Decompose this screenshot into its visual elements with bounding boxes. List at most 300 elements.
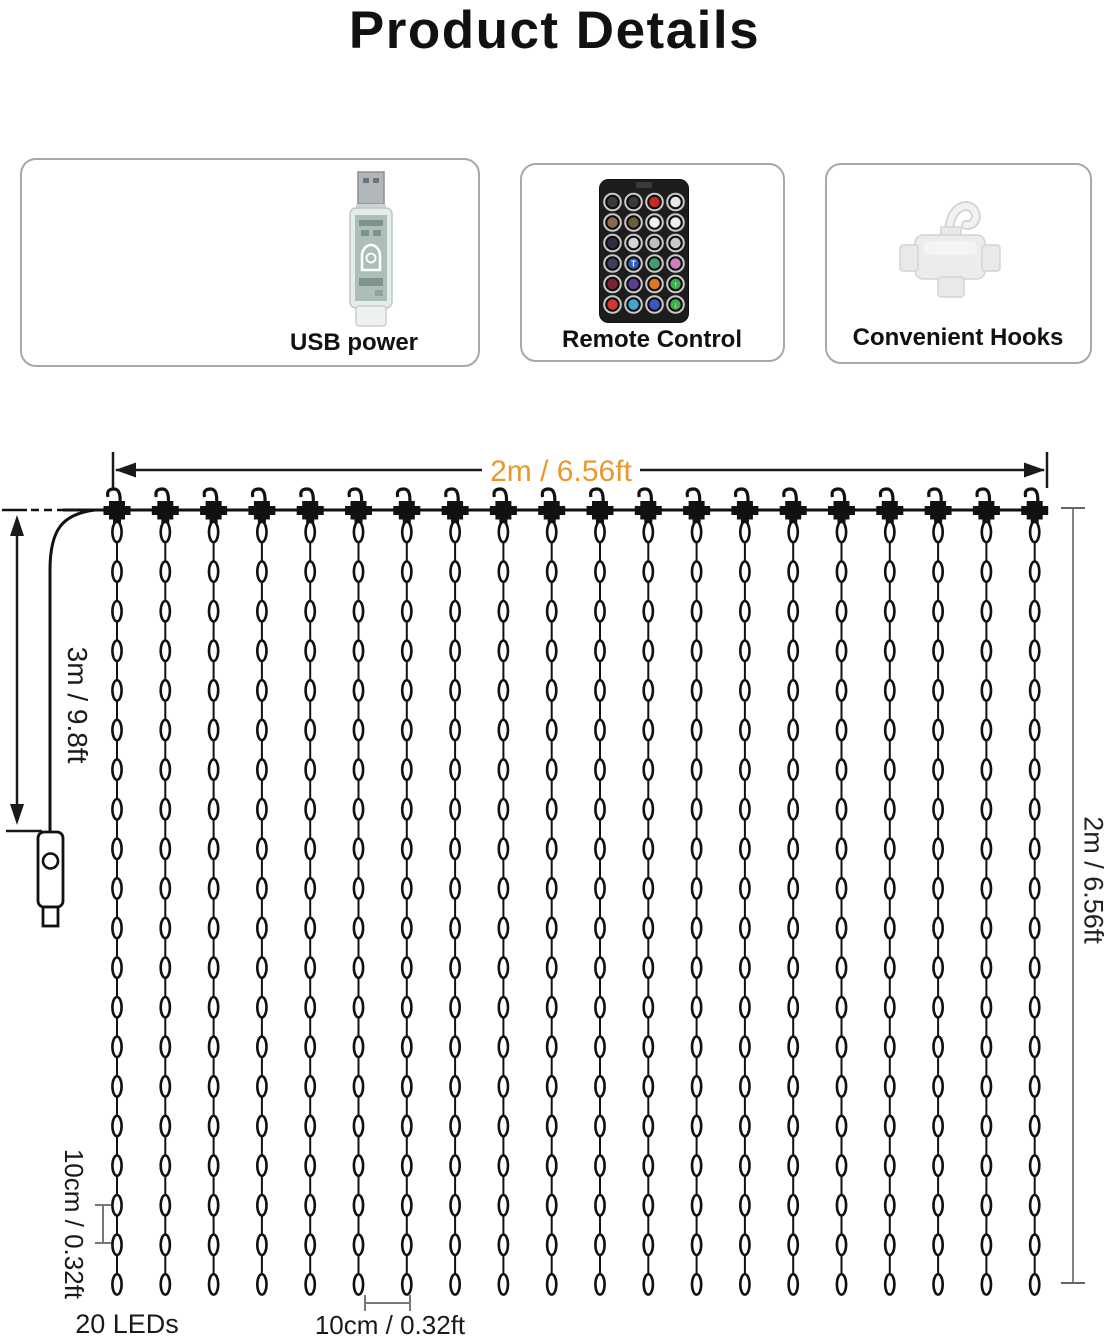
led-bead <box>982 759 991 779</box>
led-bead <box>112 799 121 819</box>
light-strands <box>104 489 1049 1295</box>
led-bead <box>547 1195 556 1215</box>
led-bead <box>885 1195 894 1215</box>
rail-clip <box>206 501 222 520</box>
led-bead <box>740 680 749 700</box>
led-bead <box>740 601 749 621</box>
led-bead <box>354 1195 363 1215</box>
led-bead <box>306 1116 315 1136</box>
led-bead <box>547 1037 556 1057</box>
led-bead <box>209 720 218 740</box>
led-bead <box>112 1037 121 1057</box>
led-bead <box>499 1037 508 1057</box>
led-bead <box>740 1037 749 1057</box>
led-bead <box>934 759 943 779</box>
led-bead <box>209 1235 218 1255</box>
led-bead <box>257 839 266 859</box>
led-bead <box>547 997 556 1017</box>
led-bead <box>257 997 266 1017</box>
led-bead <box>354 522 363 542</box>
led-bead <box>885 680 894 700</box>
led-bead <box>451 641 460 661</box>
light-strand <box>1021 489 1048 1295</box>
hook-icon <box>885 187 1015 307</box>
led-bead <box>982 839 991 859</box>
light-strand <box>104 489 131 1295</box>
led-bead <box>547 720 556 740</box>
led-bead <box>451 1037 460 1057</box>
led-bead <box>934 1274 943 1294</box>
led-bead <box>112 522 121 542</box>
hanger-hook-icon <box>639 489 652 503</box>
led-bead <box>112 641 121 661</box>
led-bead <box>595 759 604 779</box>
led-spacing-label: 10cm / 0.32ft <box>58 1148 89 1300</box>
led-bead <box>1030 1076 1039 1096</box>
led-bead <box>595 522 604 542</box>
rail-clip <box>351 501 367 520</box>
led-bead <box>644 680 653 700</box>
controller-button <box>43 854 58 869</box>
led-bead <box>112 957 121 977</box>
led-bead <box>982 680 991 700</box>
led-bead <box>740 641 749 661</box>
rail-clip <box>254 501 270 520</box>
led-bead <box>982 1235 991 1255</box>
light-strand <box>442 489 469 1295</box>
led-bead <box>692 1116 701 1136</box>
led-bead <box>306 1155 315 1175</box>
led-bead <box>789 601 798 621</box>
rail-clip <box>447 501 463 520</box>
rail-clip <box>930 501 946 520</box>
led-bead <box>547 601 556 621</box>
led-bead <box>112 1195 121 1215</box>
led-bead <box>257 1274 266 1294</box>
hanger-hook-icon <box>977 489 990 503</box>
led-bead <box>209 1076 218 1096</box>
led-bead <box>595 839 604 859</box>
remote-button-glyph-icon: ↓ <box>673 300 678 310</box>
led-bead <box>354 680 363 700</box>
led-bead <box>837 839 846 859</box>
led-bead <box>499 1116 508 1136</box>
remote-button-face <box>607 197 617 207</box>
led-bead <box>837 1195 846 1215</box>
led-bead <box>257 759 266 779</box>
hanger-hook-icon <box>542 489 555 503</box>
led-bead <box>161 680 170 700</box>
led-bead <box>306 799 315 819</box>
led-bead <box>451 839 460 859</box>
light-strand <box>973 489 1000 1295</box>
led-bead <box>644 1076 653 1096</box>
light-strand <box>345 489 372 1295</box>
led-bead <box>692 1037 701 1057</box>
led-bead <box>402 601 411 621</box>
led-bead <box>595 878 604 898</box>
remote-button-glyph-icon: T <box>631 259 636 269</box>
led-bead <box>885 1155 894 1175</box>
led-bead <box>499 561 508 581</box>
led-bead <box>885 720 894 740</box>
led-bead <box>644 1037 653 1057</box>
led-bead <box>499 799 508 819</box>
led-bead <box>354 1037 363 1057</box>
led-bead <box>402 799 411 819</box>
led-bead <box>161 918 170 938</box>
led-bead <box>306 1274 315 1294</box>
led-bead <box>209 1037 218 1057</box>
led-bead <box>354 759 363 779</box>
led-bead <box>837 997 846 1017</box>
light-strand <box>587 489 614 1295</box>
led-bead <box>692 1076 701 1096</box>
led-bead <box>595 918 604 938</box>
led-bead <box>982 918 991 938</box>
led-bead <box>982 561 991 581</box>
led-bead <box>161 522 170 542</box>
hanger-hook-icon <box>349 489 362 503</box>
led-bead <box>595 799 604 819</box>
led-bead <box>306 680 315 700</box>
led-bead <box>692 997 701 1017</box>
led-bead <box>402 839 411 859</box>
led-bead <box>789 839 798 859</box>
led-bead <box>1030 1037 1039 1057</box>
led-bead <box>547 1155 556 1175</box>
led-bead <box>692 839 701 859</box>
led-bead <box>112 1076 121 1096</box>
remote-button-face <box>628 217 638 227</box>
led-bead <box>740 1235 749 1255</box>
led-bead <box>982 997 991 1017</box>
led-bead <box>644 918 653 938</box>
led-bead <box>451 720 460 740</box>
led-bead <box>451 878 460 898</box>
remote-button-face <box>649 279 659 289</box>
led-bead <box>644 641 653 661</box>
led-bead <box>209 1195 218 1215</box>
hanger-hook-icon <box>446 489 459 503</box>
led-bead <box>1030 957 1039 977</box>
led-bead <box>837 680 846 700</box>
rail-clip <box>544 501 560 520</box>
led-bead <box>161 1155 170 1175</box>
led-bead <box>837 601 846 621</box>
remote-button-face <box>628 299 638 309</box>
rail-clip <box>495 501 511 520</box>
led-bead <box>1030 1195 1039 1215</box>
feature-card-usb <box>20 158 480 367</box>
led-bead <box>789 918 798 938</box>
led-bead <box>306 522 315 542</box>
led-bead <box>257 1155 266 1175</box>
led-bead <box>402 1076 411 1096</box>
led-bead <box>595 1076 604 1096</box>
led-bead <box>692 1195 701 1215</box>
led-bead <box>354 720 363 740</box>
arrowhead-down-icon <box>10 804 24 825</box>
led-bead <box>595 1037 604 1057</box>
led-bead <box>934 1155 943 1175</box>
rail-clip <box>640 501 656 520</box>
led-bead <box>789 1116 798 1136</box>
light-strand <box>876 489 903 1295</box>
led-bead <box>789 1274 798 1294</box>
led-bead <box>934 1195 943 1215</box>
led-bead <box>354 601 363 621</box>
led-bead <box>547 1076 556 1096</box>
led-bead <box>692 601 701 621</box>
light-strand <box>152 489 179 1295</box>
led-bead <box>499 1155 508 1175</box>
led-bead <box>306 839 315 859</box>
rail-clip <box>785 501 801 520</box>
led-bead <box>161 839 170 859</box>
led-bead <box>934 720 943 740</box>
led-bead <box>934 799 943 819</box>
left-height-dimension-label: 3m / 9.8ft <box>62 646 94 764</box>
led-bead <box>692 1274 701 1294</box>
remote-button-face <box>670 238 680 248</box>
led-bead <box>644 1274 653 1294</box>
led-bead <box>740 799 749 819</box>
led-bead <box>547 561 556 581</box>
led-bead <box>934 957 943 977</box>
led-bead <box>499 720 508 740</box>
led-bead <box>306 561 315 581</box>
led-bead <box>595 1195 604 1215</box>
led-bead <box>257 522 266 542</box>
led-bead <box>306 878 315 898</box>
led-bead <box>257 799 266 819</box>
hanger-hook-icon <box>494 489 507 503</box>
led-bead <box>499 997 508 1017</box>
led-bead <box>402 1274 411 1294</box>
led-bead <box>740 918 749 938</box>
led-bead <box>209 799 218 819</box>
led-bead <box>161 641 170 661</box>
led-bead <box>789 759 798 779</box>
led-bead <box>161 1037 170 1057</box>
led-bead <box>644 1195 653 1215</box>
remote-button-face <box>607 258 617 268</box>
led-bead <box>789 641 798 661</box>
led-bead <box>209 522 218 542</box>
led-bead <box>402 1235 411 1255</box>
light-strand <box>393 489 420 1295</box>
led-bead <box>354 561 363 581</box>
right-height-dimension <box>1061 508 1109 1283</box>
led-bead <box>209 918 218 938</box>
led-bead <box>451 601 460 621</box>
led-bead <box>837 1116 846 1136</box>
led-bead <box>161 1116 170 1136</box>
remote-button-face <box>670 217 680 227</box>
led-bead <box>982 878 991 898</box>
hanger-hook-icon <box>1025 489 1038 503</box>
led-bead <box>209 997 218 1017</box>
product-dimensions-diagram <box>0 440 1109 1339</box>
led-bead <box>161 997 170 1017</box>
led-bead <box>451 918 460 938</box>
rail-clip <box>157 501 173 520</box>
led-bead <box>209 1274 218 1294</box>
led-bead <box>837 918 846 938</box>
led-bead <box>306 601 315 621</box>
led-bead <box>982 1076 991 1096</box>
light-strand <box>200 489 227 1295</box>
led-bead <box>885 1274 894 1294</box>
remote-button-face <box>607 299 617 309</box>
led-bead <box>451 1155 460 1175</box>
led-bead <box>740 720 749 740</box>
light-strand <box>248 489 275 1295</box>
led-bead <box>1030 1235 1039 1255</box>
led-bead <box>885 918 894 938</box>
led-bead <box>402 641 411 661</box>
rail-clip <box>978 501 994 520</box>
feature-card-hooks <box>825 163 1092 364</box>
rail-clip <box>882 501 898 520</box>
hanger-hook-icon <box>832 489 845 503</box>
led-bead <box>1030 997 1039 1017</box>
led-bead <box>1030 1274 1039 1294</box>
led-bead <box>885 641 894 661</box>
led-bead <box>789 561 798 581</box>
hanger-hook-icon <box>591 489 604 503</box>
led-bead <box>1030 918 1039 938</box>
led-bead <box>934 561 943 581</box>
led-bead <box>112 759 121 779</box>
light-strand <box>731 489 758 1295</box>
led-bead <box>402 1037 411 1057</box>
led-bead <box>257 878 266 898</box>
led-bead <box>644 799 653 819</box>
led-bead <box>499 601 508 621</box>
remote-button-face <box>649 238 659 248</box>
rail-clip <box>1027 501 1043 520</box>
led-bead <box>547 1274 556 1294</box>
led-bead <box>740 759 749 779</box>
led-bead <box>692 799 701 819</box>
led-bead <box>837 1235 846 1255</box>
led-bead <box>209 1155 218 1175</box>
led-bead <box>354 878 363 898</box>
led-bead <box>837 1076 846 1096</box>
led-bead <box>692 641 701 661</box>
led-bead <box>1030 839 1039 859</box>
rail-clip <box>302 501 318 520</box>
led-bead <box>789 1037 798 1057</box>
led-bead <box>982 522 991 542</box>
led-bead <box>1030 680 1039 700</box>
led-bead <box>402 878 411 898</box>
usb-adapter-icon <box>339 170 403 330</box>
led-bead <box>692 561 701 581</box>
light-strand <box>828 489 855 1295</box>
led-bead <box>499 1274 508 1294</box>
led-bead <box>595 641 604 661</box>
led-bead <box>306 1076 315 1096</box>
led-bead <box>257 680 266 700</box>
led-bead <box>161 957 170 977</box>
led-bead <box>354 1116 363 1136</box>
led-bead <box>547 522 556 542</box>
led-bead <box>837 641 846 661</box>
led-bead <box>306 997 315 1017</box>
led-bead <box>644 561 653 581</box>
led-bead <box>499 1076 508 1096</box>
led-bead <box>1030 561 1039 581</box>
hanger-hook-icon <box>880 489 893 503</box>
led-bead <box>740 1155 749 1175</box>
led-bead <box>1030 1116 1039 1136</box>
led-bead <box>112 878 121 898</box>
led-bead <box>499 918 508 938</box>
led-bead <box>451 759 460 779</box>
led-bead <box>837 522 846 542</box>
usb-plug <box>43 907 58 926</box>
remote-button-face <box>628 279 638 289</box>
hanger-hook-icon <box>397 489 410 503</box>
led-bead <box>982 601 991 621</box>
led-bead <box>692 918 701 938</box>
led-bead <box>982 1155 991 1175</box>
led-bead <box>499 680 508 700</box>
led-bead <box>644 957 653 977</box>
led-bead <box>789 997 798 1017</box>
led-bead <box>354 1235 363 1255</box>
led-bead <box>402 680 411 700</box>
led-bead <box>354 839 363 859</box>
led-bead <box>306 720 315 740</box>
led-bead <box>547 1116 556 1136</box>
led-bead <box>499 957 508 977</box>
led-bead <box>595 720 604 740</box>
led-bead <box>1030 641 1039 661</box>
rail-clip <box>834 501 850 520</box>
led-bead <box>451 1195 460 1215</box>
led-bead <box>789 878 798 898</box>
hanger-hook-icon <box>736 489 749 503</box>
led-bead <box>161 1076 170 1096</box>
led-count-label: 20 LEDs <box>75 1309 179 1339</box>
led-bead <box>306 1195 315 1215</box>
led-bead <box>402 918 411 938</box>
led-bead <box>209 1116 218 1136</box>
led-bead <box>306 759 315 779</box>
remote-button-face <box>649 217 659 227</box>
hanger-hook-icon <box>108 489 121 503</box>
led-bead <box>161 1235 170 1255</box>
led-bead <box>402 561 411 581</box>
led-bead <box>982 957 991 977</box>
led-bead <box>161 878 170 898</box>
led-bead <box>451 1116 460 1136</box>
led-bead <box>740 522 749 542</box>
led-bead <box>547 759 556 779</box>
led-bead <box>257 1235 266 1255</box>
led-bead <box>595 561 604 581</box>
led-bead <box>789 1076 798 1096</box>
led-bead <box>499 641 508 661</box>
page-title: Product Details <box>348 1 761 60</box>
led-bead <box>595 1116 604 1136</box>
led-bead <box>354 957 363 977</box>
led-bead <box>885 759 894 779</box>
